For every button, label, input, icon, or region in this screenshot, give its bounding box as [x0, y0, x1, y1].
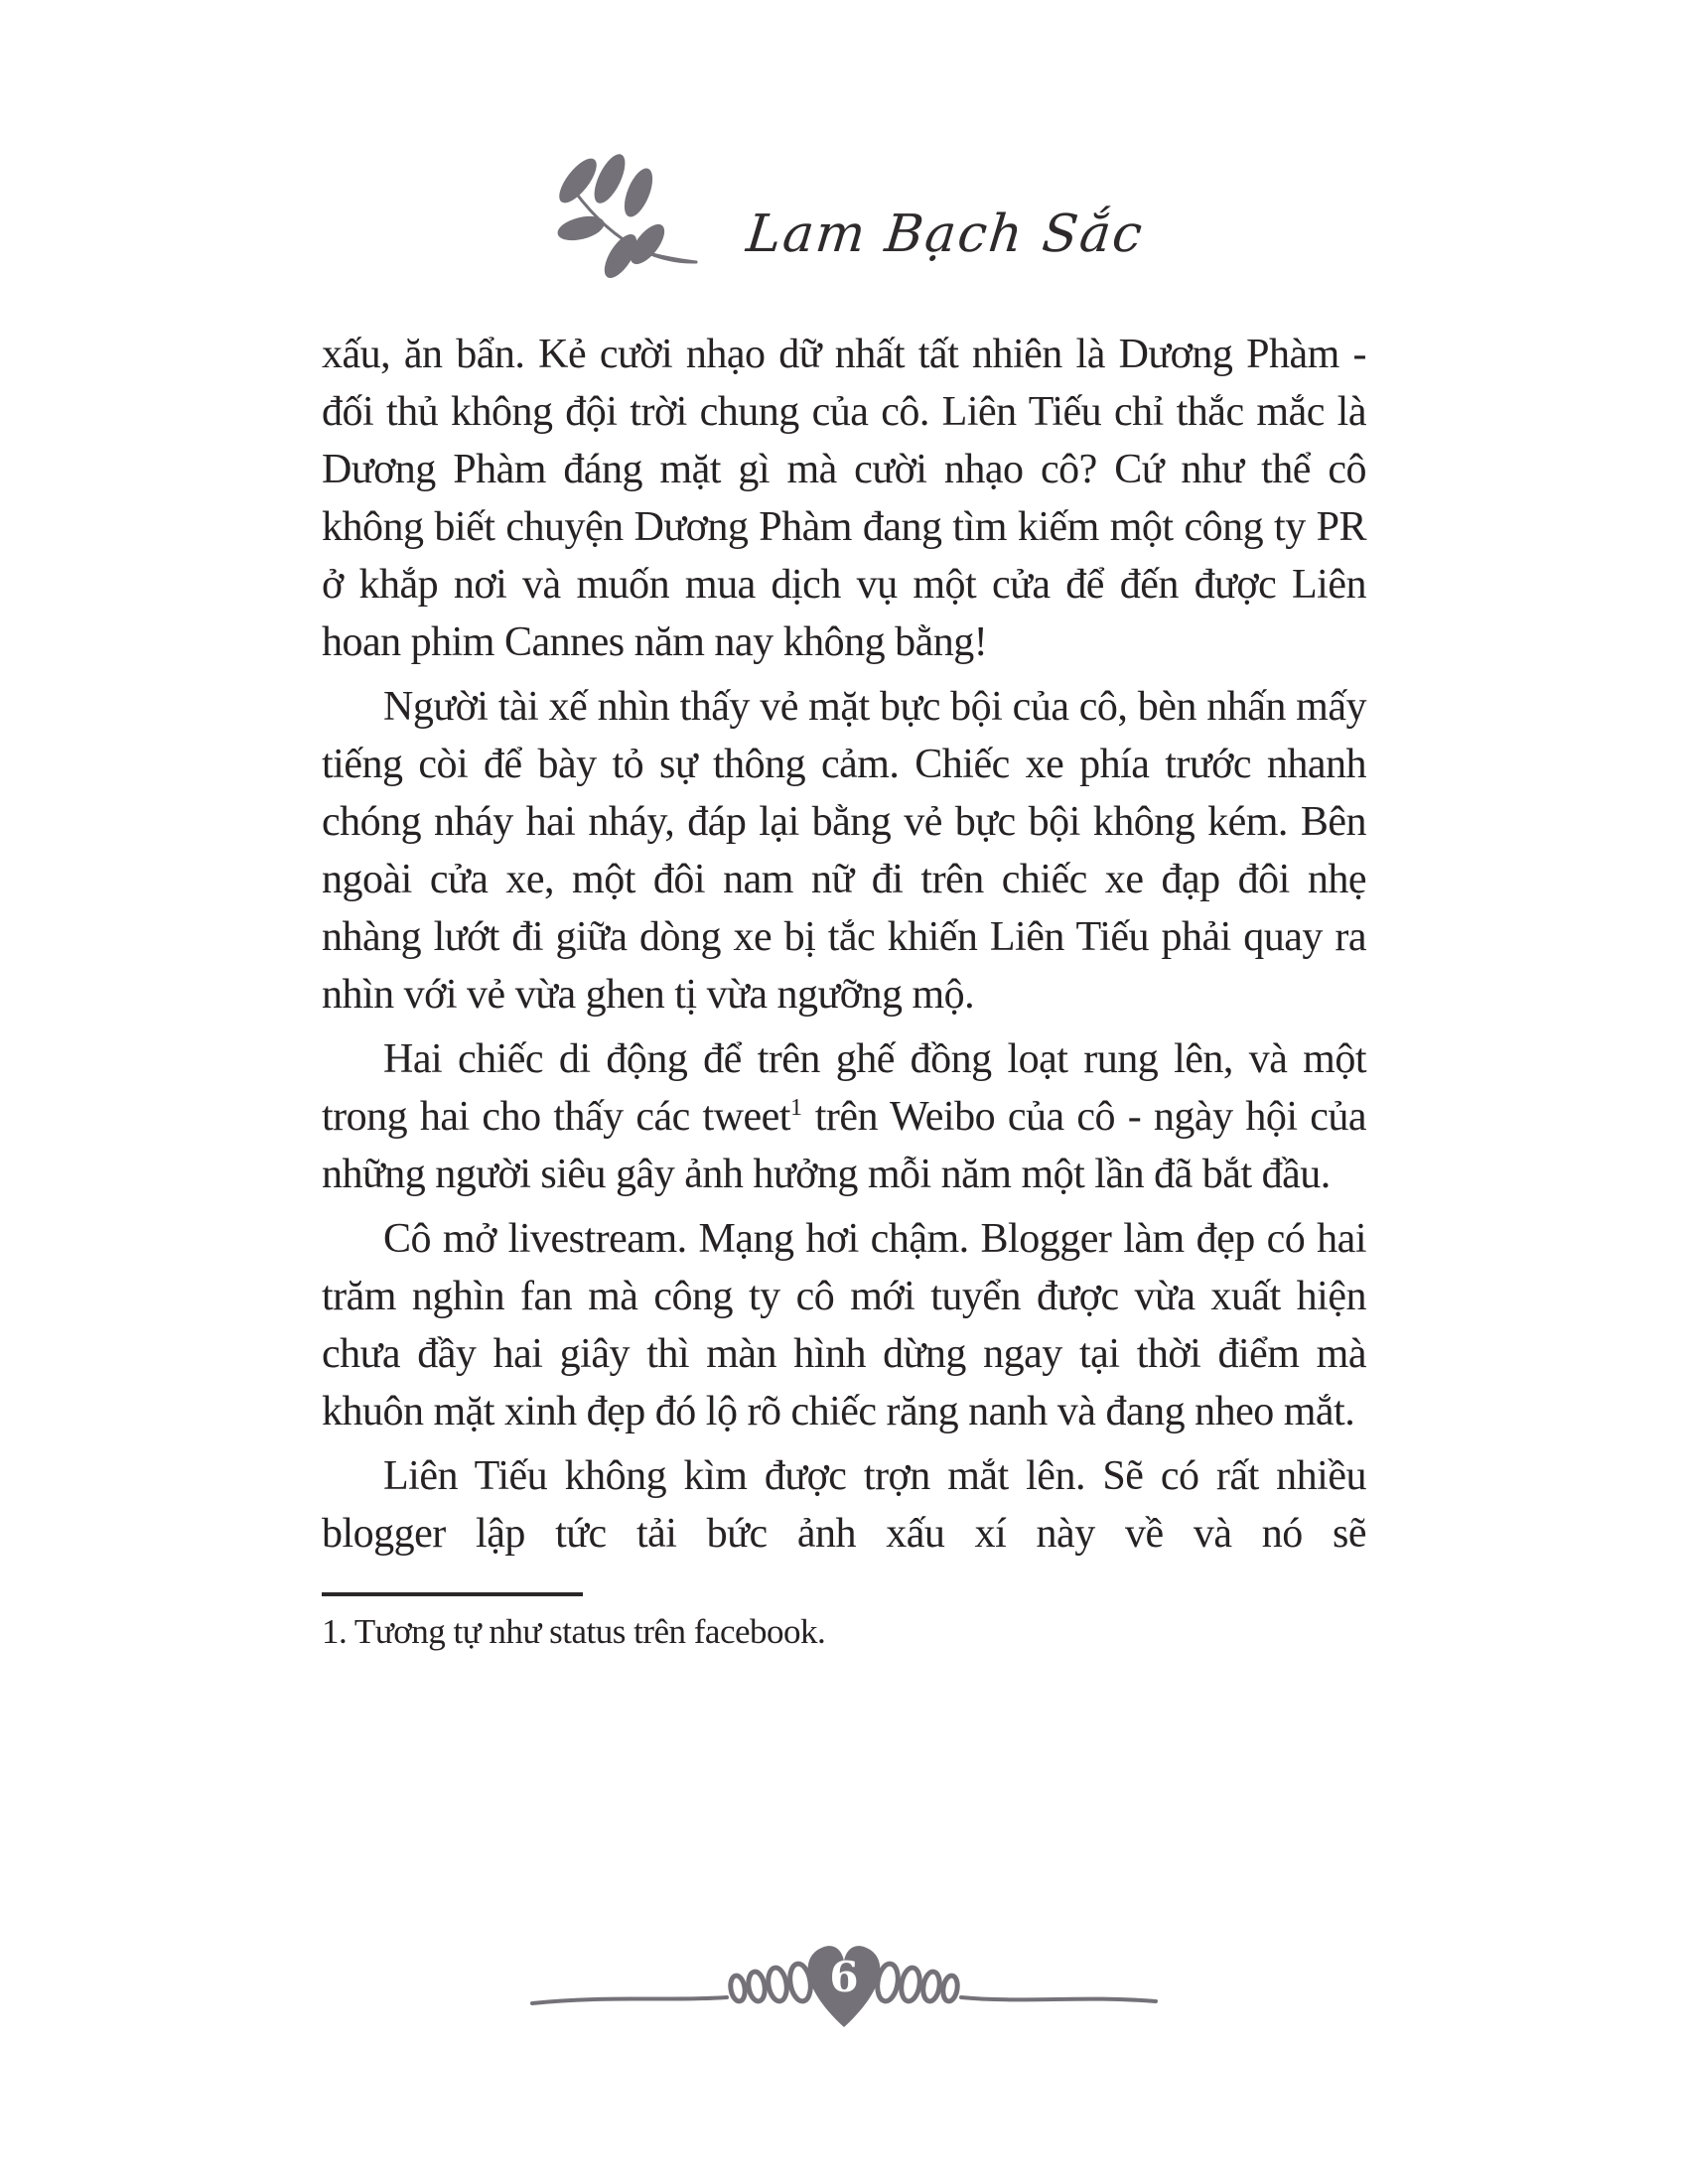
footnote-separator: [322, 1592, 583, 1596]
body-text: [322, 326, 1366, 1563]
paragraph: [322, 326, 1366, 671]
paragraph: [322, 1210, 1366, 1440]
leaf-branch-icon: [545, 149, 702, 286]
paragraph-text: Hai chiếc di động để trên ghế đồng loạt rung lên, và một trong hai cho thấy các tweet: [322, 1036, 1366, 1140]
paragraph-text: trên Weibo của cô - ngày hội của những người siêu gây ảnh hưởng mỗi năm một lần đã bắt đầu.: [322, 1094, 1367, 1197]
paragraph-text: xấu, ăn bẩn. Kẻ cười nhạo dữ nhất tất nhiên là Dương Phàm - đối thủ không đội trời chung của cô. Liên Tiếu chỉ thắc mắc là Dương Phàm đáng mặt gì mà cười nhạo cô? Cứ như thể cô không biết chuyện Dương Phàm đang tìm kiếm một công ty PR ở khắp nơi và muốn mua dịch vụ một cửa để đến được Liên hoan phim Cannes năm nay không bằng!: [322, 332, 1366, 665]
paragraph: [322, 678, 1366, 1024]
paragraph: [322, 1030, 1366, 1203]
footnote: [322, 1592, 1366, 1652]
paragraph: [322, 1447, 1366, 1563]
page-footer: [526, 1924, 1162, 2043]
paragraph-text: Cô mở livestream. Mạng hơi chậm. Blogger làm đẹp có hai trăm nghìn fan mà công ty cô mới tuyển được vừa xuất hiện chưa đầy hai giây thì màn hình dừng ngay tại thời điểm mà khuôn mặt xinh đẹp đó lộ rõ chiếc răng nanh và đang nheo mắt.: [322, 1216, 1366, 1434]
footnote-text: 1. Tương tự như status trên facebook.: [322, 1612, 826, 1651]
paragraph-text: Người tài xế nhìn thấy vẻ mặt bực bội của cô, bèn nhấn mấy tiếng còi để bày tỏ sự thông cảm. Chiếc xe phía trước nhanh chóng nháy hai nháy, đáp lại bằng vẻ bực bội không kém. Bên ngoài cửa xe, một đôi nam nữ đi trên chiếc xe đạp đôi nhẹ nhàng lướt đi giữa dòng xe bị tắc khiến Liên Tiếu phải quay ra nhìn với vẻ vừa ghen tị vừa ngưỡng mộ.: [322, 684, 1366, 1018]
footnote-reference: 1: [789, 1095, 802, 1121]
paragraph-text: Liên Tiếu không kìm được trợn mắt lên. Sẽ có rất nhiều blogger lập tức tải bức ảnh xấu xí này về và nó sẽ: [322, 1453, 1366, 1557]
page-header: [0, 0, 1688, 286]
page-number: 6: [829, 1953, 859, 2001]
author-name: Lam Bạch Sắc: [744, 205, 1148, 264]
heart-divider-icon: [526, 1924, 1162, 2043]
